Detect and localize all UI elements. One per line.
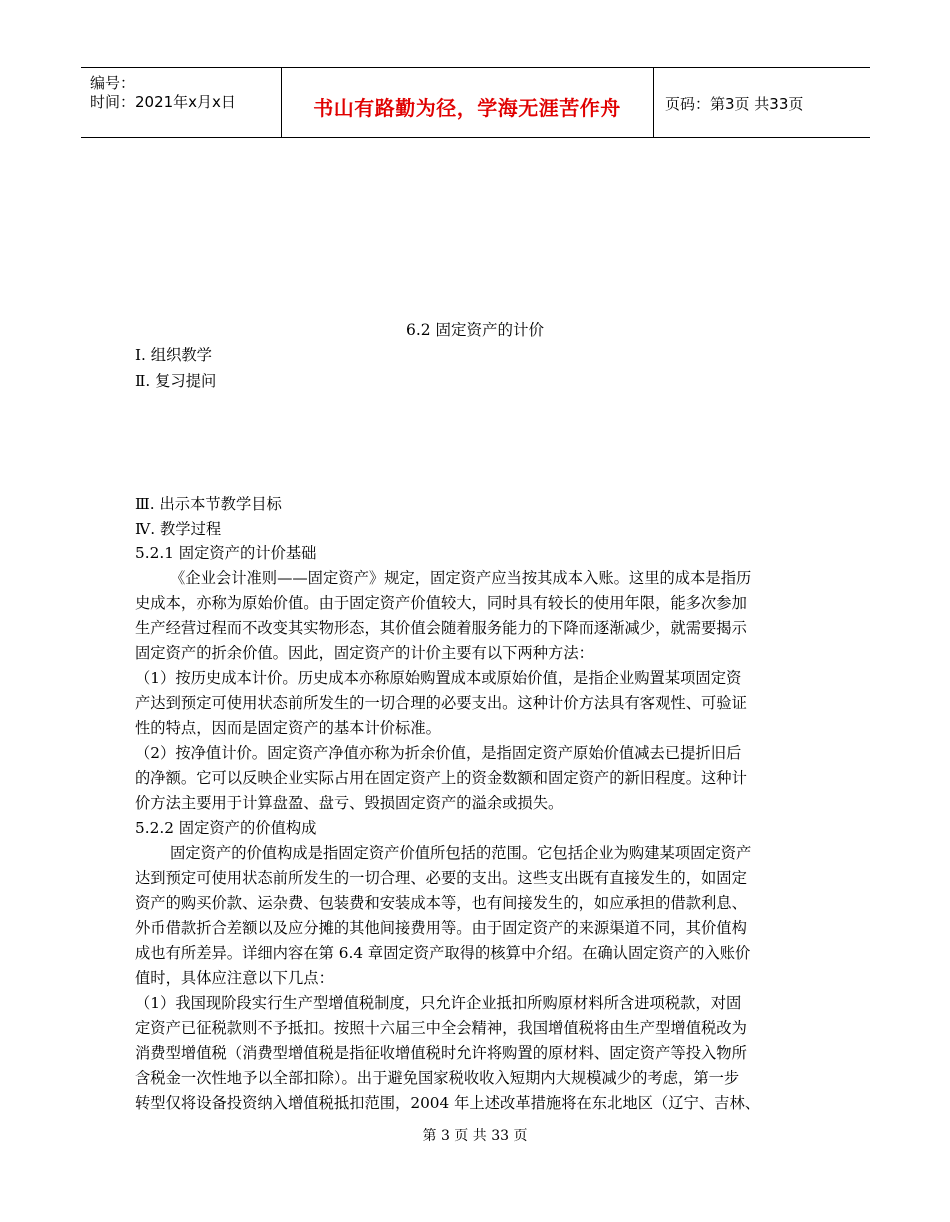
paragraph-line: 值时，具体应注意以下几点： bbox=[135, 969, 334, 987]
outline-item-1: Ⅰ. 组织教学 bbox=[135, 346, 212, 364]
paragraph-line: 定资产已征税款则不予抵扣。按照十六届三中全会精神，我国增值税将由生产型增值税改为 bbox=[135, 1019, 747, 1037]
paragraph-line: 性的特点，因而是固定资产的基本计价标准。 bbox=[135, 719, 441, 737]
paragraph-line: （2）按净值计价。固定资产净值亦称为折余价值，是指固定资产原始价值减去已提折旧后 bbox=[135, 744, 742, 762]
subsection-heading: 5.2.2 固定资产的价值构成 bbox=[135, 819, 317, 837]
paragraph-line: 《企业会计准则——固定资产》规定，固定资产应当按其成本入账。这里的成本是指历 bbox=[170, 569, 752, 587]
section-title: 6.2 固定资产的计价 bbox=[405, 321, 545, 339]
paragraph-line: （1）按历史成本计价。历史成本亦称原始购置成本或原始价值，是指企业购置某项固定资 bbox=[135, 669, 742, 687]
paragraph-line: 价方法主要用于计算盘盈、盘亏、毁损固定资产的溢余或损失。 bbox=[135, 794, 564, 812]
outline-item-4: Ⅳ. 教学过程 bbox=[135, 520, 222, 538]
subsection-heading: 5.2.1 固定资产的计价基础 bbox=[135, 544, 317, 562]
paragraph-line: 达到预定可使用状态前所发生的一切合理、必要的支出。这些支出既有直接发生的，如固定 bbox=[135, 869, 747, 887]
number-label: 编号： bbox=[90, 74, 136, 92]
header-page-cell bbox=[653, 68, 870, 137]
paragraph-line: 资产的购买价款、运杂费、包装费和安装成本等，也有间接发生的，如应承担的借款利息、 bbox=[135, 894, 747, 912]
paragraph-line: 的净额。它可以反映企业实际占用在固定资产上的资金数额和固定资产的新旧程度。这种计 bbox=[135, 769, 747, 787]
motto-text: 书山有路勤为径，学海无涯苦作舟 bbox=[313, 96, 621, 120]
paragraph-line: 产达到预定可使用状态前所发生的一切合理的必要支出。这种计价方法具有客观性、可验证 bbox=[135, 694, 747, 712]
paragraph-line: 含税金一次性地予以全部扣除）。出于避免国家税收收入短期内大规模减少的考虑，第一步 bbox=[135, 1069, 740, 1087]
outline-item-2: Ⅱ. 复习提问 bbox=[135, 372, 217, 390]
paragraph-line: 生产经营过程而不改变其实物形态，其价值会随着服务能力的下降而逐渐减少，就需要揭示 bbox=[135, 619, 747, 637]
paragraph-line: 固定资产的折余价值。因此，固定资产的计价主要有以下两种方法： bbox=[135, 644, 594, 662]
date-label: 时间：2021年x月x日 bbox=[90, 93, 236, 111]
header-info-cell bbox=[81, 68, 282, 137]
page-code: 页码：第3页 共33页 bbox=[665, 95, 804, 113]
page-header bbox=[81, 67, 870, 138]
page-footer: 第 3 页 共 33 页 bbox=[422, 1128, 528, 1144]
paragraph-line: 外币借款折合差额以及应分摊的其他间接费用等。由于固定资产的来源渠道不同，其价值构 bbox=[135, 919, 747, 937]
paragraph-line: 转型仅将设备投资纳入增值税抵扣范围，2004 年上述改革措施将在东北地区（辽宁、吉林、 bbox=[135, 1094, 761, 1112]
paragraph-line: 消费型增值税（消费型增值税是指征收增值税时允许将购置的原材料、固定资产等投入物所 bbox=[135, 1044, 747, 1062]
outline-item-3: Ⅲ. 出示本节教学目标 bbox=[135, 495, 282, 513]
paragraph-line: 成也有所差异。详细内容在第 6.4 章固定资产取得的核算中介绍。在确认固定资产的入账价 bbox=[135, 944, 751, 962]
paragraph-line: （1）我国现阶段实行生产型增值税制度，只允许企业抵扣所购原材料所含进项税款，对固 bbox=[135, 994, 742, 1012]
header-motto-cell bbox=[281, 68, 654, 137]
paragraph-line: 史成本，亦称为原始价值。由于固定资产价值较大，同时具有较长的使用年限，能多次参加 bbox=[135, 594, 747, 612]
paragraph-line: 固定资产的价值构成是指固定资产价值所包括的范围。它包括企业为购建某项固定资产 bbox=[170, 844, 752, 862]
